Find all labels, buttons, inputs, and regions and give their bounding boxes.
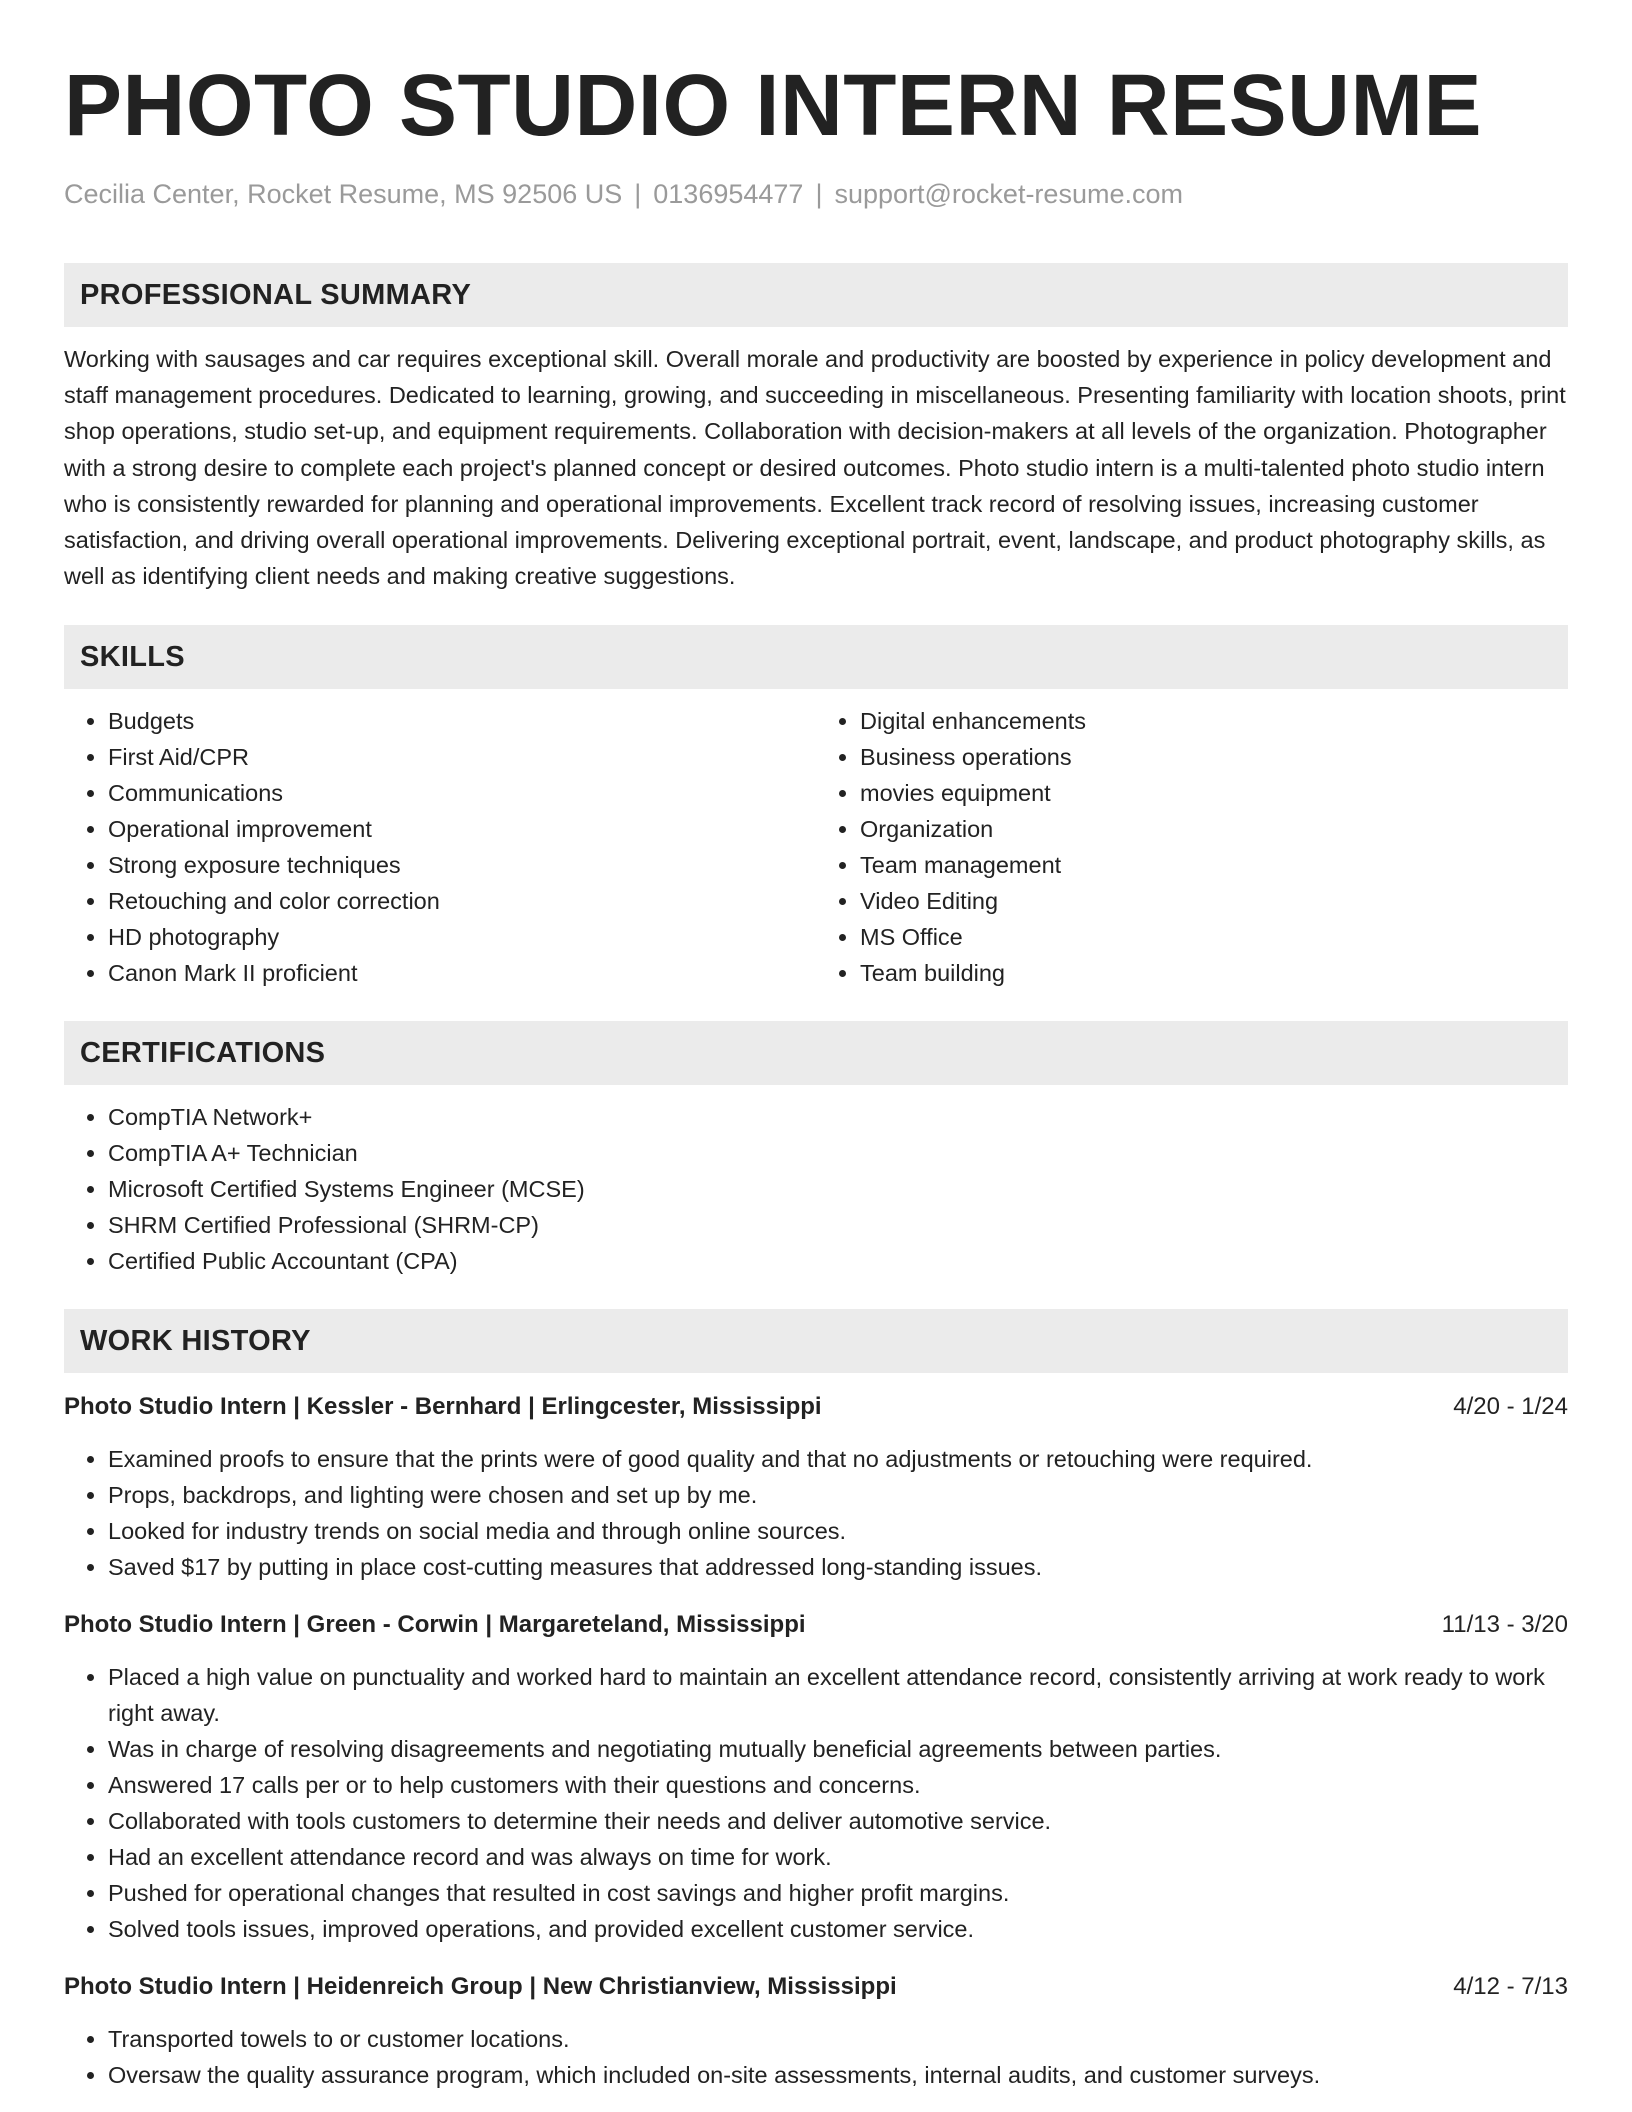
- job-bullets: [64, 1659, 1568, 1947]
- certification-item: • Microsoft Certified Systems Engineer (MCSE): [108, 1171, 1568, 1207]
- certifications-list: [64, 1099, 1568, 1279]
- certifications-section: [64, 1021, 1568, 1279]
- skills-list-left: [64, 703, 816, 991]
- job-bullet: • Placed a high value on punctuality and worked hard to maintain an excellent attendance record, consistently arriving at work ready to work right away.: [108, 1659, 1568, 1731]
- skill-item: • Video Editing: [860, 883, 1568, 919]
- job-bullet: • Had an excellent attendance record and was always on time for work.: [108, 1839, 1568, 1875]
- job-bullet: • Answered 17 calls per or to help customers with their questions and concerns.: [108, 1767, 1568, 1803]
- skill-item: • Organization: [860, 811, 1568, 847]
- resume-title: PHOTO STUDIO INTERN RESUME: [64, 57, 1482, 154]
- skill-item: • Operational improvement: [108, 811, 816, 847]
- contact-separator: |: [634, 179, 642, 209]
- section-heading-work-history: WORK HISTORY: [64, 1309, 1568, 1373]
- job-header: [64, 1607, 1568, 1643]
- contact-line: [64, 176, 1568, 212]
- skills-list-right: [816, 703, 1568, 991]
- skill-item: • Canon Mark II proficient: [108, 955, 816, 991]
- job-bullet: • Collaborated with tools customers to determine their needs and deliver automotive service.: [108, 1803, 1568, 1839]
- job-bullet: • Pushed for operational changes that resulted in cost savings and higher profit margins.: [108, 1875, 1568, 1911]
- skill-item: • Communications: [108, 775, 816, 811]
- job-dates: 4/20 - 1/24: [1453, 1393, 1568, 1421]
- contact-phone: 0136954477: [653, 179, 804, 209]
- skill-item: • MS Office: [860, 919, 1568, 955]
- skill-item: • Business operations: [860, 739, 1568, 775]
- job-bullets: [64, 2021, 1568, 2093]
- skill-item: • Team management: [860, 847, 1568, 883]
- skill-item: • Strong exposure techniques: [108, 847, 816, 883]
- contact-email: support@rocket-resume.com: [834, 179, 1183, 209]
- job-entry: [64, 1389, 1568, 1585]
- contact-address: Cecilia Center, Rocket Resume, MS 92506 US: [64, 179, 623, 209]
- certification-item: • CompTIA Network+: [108, 1099, 1568, 1135]
- job-bullet: • Props, backdrops, and lighting were chosen and set up by me.: [108, 1477, 1568, 1513]
- job-bullet: • Solved tools issues, improved operations, and provided excellent customer service.: [108, 1911, 1568, 1947]
- job-bullets: [64, 1441, 1568, 1585]
- skill-item: • Retouching and color correction: [108, 883, 816, 919]
- job-title: Photo Studio Intern | Heidenreich Group | New Christianview, Mississippi: [64, 1973, 897, 2001]
- job-bullet: • Was in charge of resolving disagreements and negotiating mutually beneficial agreements between parties.: [108, 1731, 1568, 1767]
- job-dates: 4/12 - 7/13: [1453, 1973, 1568, 2001]
- skill-item: • Digital enhancements: [860, 703, 1568, 739]
- section-heading-summary: PROFESSIONAL SUMMARY: [64, 263, 1568, 327]
- work-history-section: [64, 1309, 1568, 2093]
- skill-item: • Budgets: [108, 703, 816, 739]
- contact-separator: |: [815, 179, 823, 209]
- skill-item: • movies equipment: [860, 775, 1568, 811]
- job-entry: [64, 1969, 1568, 2093]
- skill-item: • Team building: [860, 955, 1568, 991]
- certification-item: • SHRM Certified Professional (SHRM-CP): [108, 1207, 1568, 1243]
- job-header: [64, 1389, 1568, 1425]
- job-header: [64, 1969, 1568, 2005]
- skills-section: [64, 625, 1568, 991]
- skill-item: • First Aid/CPR: [108, 739, 816, 775]
- professional-summary-section: [64, 263, 1568, 594]
- skills-grid: [64, 703, 1568, 991]
- job-dates: 11/13 - 3/20: [1441, 1611, 1568, 1639]
- job-bullet: • Examined proofs to ensure that the prints were of good quality and that no adjustments or retouching were required.: [108, 1441, 1568, 1477]
- section-heading-skills: SKILLS: [64, 625, 1568, 689]
- job-bullet: • Oversaw the quality assurance program, which included on-site assessments, internal audits, and customer surveys.: [108, 2057, 1568, 2093]
- job-title: Photo Studio Intern | Kessler - Bernhard | Erlingcester, Mississippi: [64, 1393, 822, 1421]
- certification-item: • Certified Public Accountant (CPA): [108, 1243, 1568, 1279]
- job-title: Photo Studio Intern | Green - Corwin | Margareteland, Mississippi: [64, 1611, 806, 1639]
- section-heading-certifications: CERTIFICATIONS: [64, 1021, 1568, 1085]
- job-bullet: • Saved $17 by putting in place cost-cutting measures that addressed long-standing issues.: [108, 1549, 1568, 1585]
- skill-item: • HD photography: [108, 919, 816, 955]
- job-bullet: • Looked for industry trends on social media and through online sources.: [108, 1513, 1568, 1549]
- job-bullet: • Transported towels to or customer locations.: [108, 2021, 1568, 2057]
- certification-item: • CompTIA A+ Technician: [108, 1135, 1568, 1171]
- job-entry: [64, 1607, 1568, 1947]
- summary-text: Working with sausages and car requires exceptional skill. Overall morale and productivity are boosted by experience in policy development and staff management procedures. Dedicated to learning, growing, and succeeding in miscellaneous. Presenting familiarity with location shoots, print shop operations, studio set-up, and equipment requirements. Collaboration with decision-makers at all levels of the organization. Photographer with a strong desire to complete each project's planned concept or desired outcomes. Photo studio intern is a multi-talented photo studio intern who is consistently rewarded for planning and operational improvements. Excellent track record of resolving issues, increasing customer satisfaction, and driving overall operational improvements. Delivering exceptional portrait, event, landscape, and product photography skills, as well as identifying client needs and making creative suggestions.: [64, 346, 1566, 590]
